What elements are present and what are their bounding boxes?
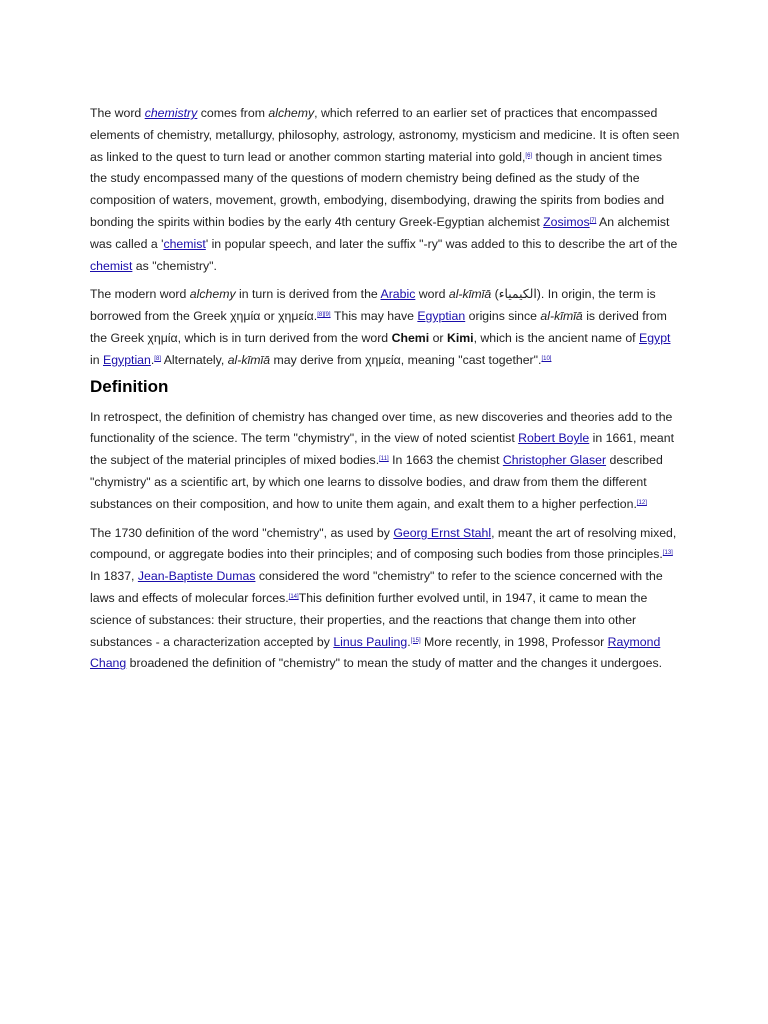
citation-6[interactable]: [6] — [525, 152, 533, 159]
citation-14[interactable]: [14] — [288, 593, 299, 600]
citation-7[interactable]: [7] — [589, 217, 597, 224]
link-jean-baptiste-dumas[interactable]: Jean-Baptiste Dumas — [137, 569, 256, 584]
text: The word — [90, 106, 145, 120]
link-chemist[interactable]: chemist — [163, 236, 206, 251]
text: An alchemist was called a ' — [90, 214, 670, 251]
link-zosimos[interactable]: Zosimos — [543, 214, 590, 229]
term-al-kimia: al-kīmīā — [448, 287, 492, 302]
text: More recently, in 1998, Professor — [420, 634, 608, 649]
text: This definition further evolved until, in 1947, it came to mean the science of substances: their structure, their properties, and the reactions that change them into other substances - a characterization accepted by — [90, 590, 648, 649]
text: (الكيمياء). In origin, the term is borrowed from the Greek χημία or χημεία. — [90, 287, 656, 324]
text: In 1663 the chemist — [388, 453, 503, 468]
term-al-kimia: al-kīmīā — [540, 309, 583, 324]
text: described "chymistry" as a scientific art, by which one learns to dissolve bodies, and draw from them the different substances on their composition, and how to unite them again, and exalt them to a higher perfection. — [90, 453, 663, 511]
citation-13[interactable]: [13] — [662, 550, 673, 557]
term-kimi: Kimi — [446, 330, 474, 345]
text: origins since — [465, 309, 541, 324]
link-linus-pauling[interactable]: Linus Pauling — [333, 634, 408, 649]
citation-11[interactable]: [11] — [379, 456, 389, 463]
term-alchemy: alchemy — [189, 287, 236, 302]
text: ' in popular speech, and later the suffix "-ry" was added to this to describe the art of the — [205, 236, 678, 251]
text: In 1837, — [90, 569, 138, 584]
text: Alternately, — [160, 352, 228, 367]
link-georg-ernst-stahl[interactable]: Georg Ernst Stahl — [393, 525, 492, 540]
citation-10[interactable]: [10] — [541, 355, 552, 362]
text: comes from — [197, 106, 269, 120]
text: broadened the definition of "chemistry" to mean the study of matter and the changes it undergoes. — [126, 656, 663, 671]
text: in 1661, meant the subject of the material principles of mixed bodies. — [90, 431, 675, 468]
citation-15[interactable]: [15] — [410, 637, 421, 644]
paragraph-etymology-1 — [90, 103, 680, 277]
term-chemi: Chemi — [391, 330, 430, 345]
text: This may have — [330, 309, 418, 324]
text: may derive from χημεία, meaning "cast together". — [270, 352, 542, 367]
text: , which is the ancient name of — [473, 330, 640, 345]
text: in — [90, 352, 103, 367]
term-alchemy: alchemy — [268, 106, 315, 120]
text: though in ancient times the study encompassed many of the questions of modern chemistry being defined as the study of the composition of waters, movement, growth, embodying, disembodying, drawing the spirits from bodies and bonding the spirits within bodies by the early 4th century Greek-Egyptian alchemist — [90, 149, 665, 229]
text: or — [429, 330, 447, 345]
link-egyptian[interactable]: Egyptian — [417, 309, 466, 324]
article-body — [90, 103, 680, 682]
link-chemist-2[interactable]: chemist — [90, 258, 133, 273]
citation-12[interactable]: [12] — [636, 499, 647, 506]
link-egyptian-2[interactable]: Egyptian — [103, 352, 151, 367]
link-egypt[interactable]: Egypt — [639, 330, 671, 345]
paragraph-definition-2 — [90, 523, 680, 676]
link-chemistry[interactable]: chemistry — [144, 106, 198, 120]
text: The modern word — [90, 287, 190, 302]
text: word — [415, 287, 449, 302]
text: is derived from the Greek χημία, which is in turn derived from the word — [90, 309, 667, 345]
text: In retrospect, the definition of chemistry has changed over time, as new discoveries and theories add to the functionality of the science. The term "chymistry", in the view of noted scientist — [90, 409, 673, 446]
section-heading-definition: Definition — [90, 376, 169, 396]
term-al-kimia: al-kīmīā — [227, 352, 271, 367]
citation-8[interactable]: [8] — [154, 355, 161, 362]
paragraph-etymology-2: The modern word alchemy in turn is derived from the Arabic word al-kīmīā (الكيمياء). In origin, the term is borrowed from the Greek χημία or χημεία.[8][9] This may have Egyptian origins since al-kīmīā is derived from the Greek χημία, which is in turn derived from the word Chemi or Kimi, which is the ancient name of Egypt in Egyptian.[8] Alternately, al-kīmīā may derive from χημεία, meaning "cast together".[10] — [90, 287, 671, 367]
text: The 1730 definition of the word "chemistry", as used by — [90, 525, 394, 540]
text: as "chemistry". — [132, 258, 217, 273]
text: , meant the art of resolving mixed, compound, or aggregate bodies into their principles; and of composing such bodies from those principles. — [90, 525, 677, 562]
citation-8-9[interactable]: [8][9] — [317, 312, 331, 319]
link-christopher-glaser[interactable]: Christopher Glaser — [502, 453, 607, 468]
text: in turn is derived from the — [235, 287, 381, 302]
text: considered the word "chemistry" to refer to the science concerned with the laws and effects of molecular forces. — [90, 569, 663, 605]
link-arabic[interactable]: Arabic — [380, 287, 416, 302]
link-robert-boyle[interactable]: Robert Boyle — [518, 431, 590, 446]
text: , which referred to an earlier set of practices that encompassed elements of chemistry, metallurgy, philosophy, astrology, astronomy, mysticism and medicine. It is often seen as linked to the quest to turn lead or another common starting material into gold, — [90, 106, 680, 164]
text: . — [407, 634, 411, 649]
link-raymond-chang[interactable]: Raymond Chang — [90, 634, 661, 671]
paragraph-definition-1 — [90, 407, 680, 516]
